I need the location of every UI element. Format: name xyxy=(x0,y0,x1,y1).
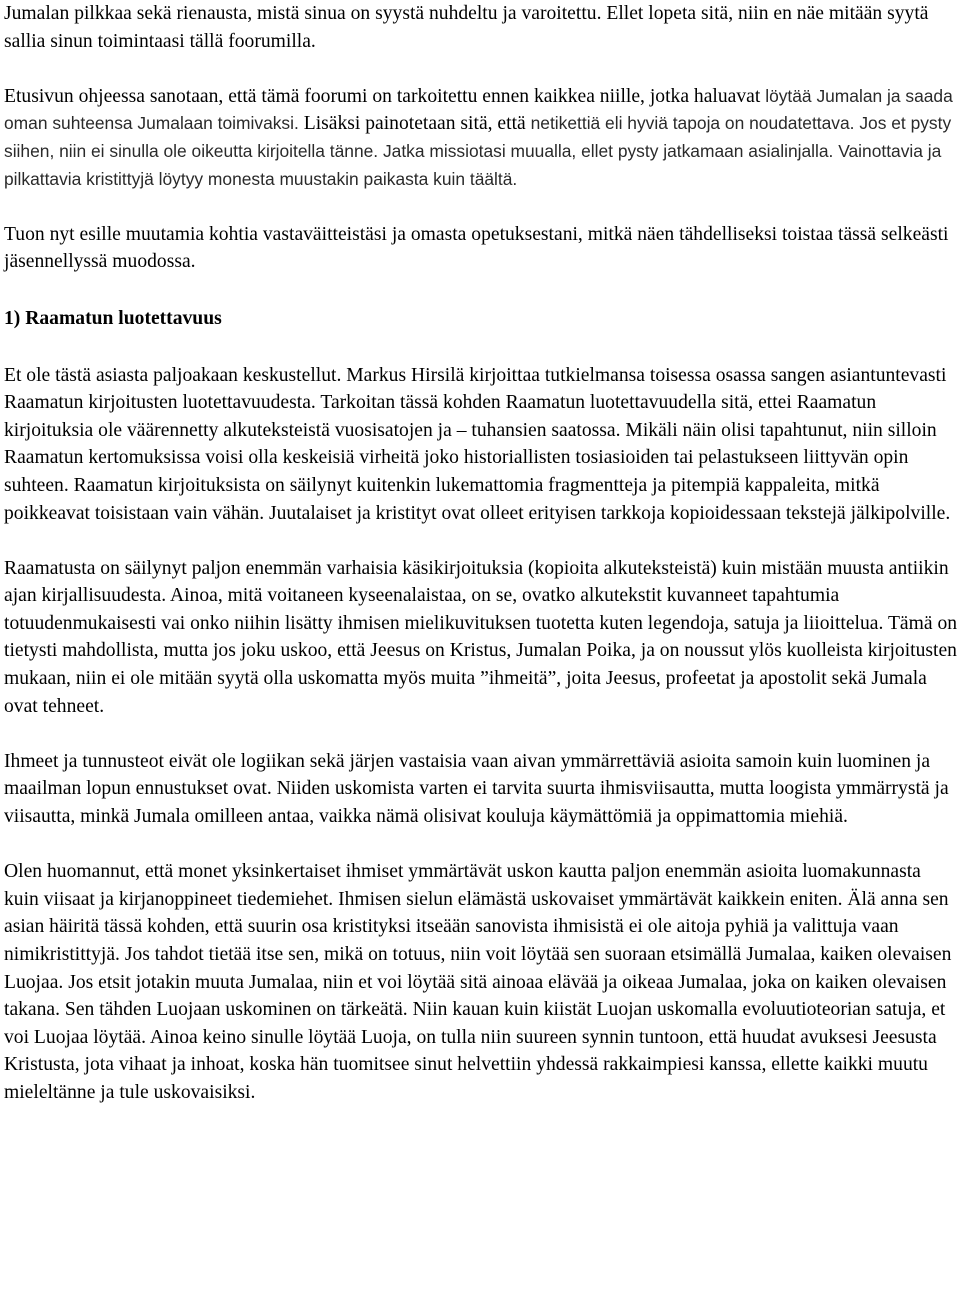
paragraph-introduction xyxy=(4,221,960,276)
paragraph-text: Ihmeet ja tunnusteot eivät ole logiikan sekä järjen vastaisia vaan aivan ymmärrettäviä asioita samoin kuin luominen ja maailman lopun ennustukset ovat. Niiden uskomista varten ei tarvita suurta ihmisviisautta, mutta loogista ymmärrystä ja viisautta, minkä Jumala omilleen antaa, vaikka nämä olisivat kouluja käymättömiä ja oppimattomia miehiä. xyxy=(4,750,949,828)
paragraph-faith xyxy=(4,858,960,1106)
paragraph-text: Etusivun ohjeessa sanotaan, että tämä foorumi on tarkoitettu ennen kaikkea niille, jotka haluavat xyxy=(4,85,766,107)
paragraph-text: Olen huomannut, että monet yksinkertaiset ihmiset ymmärtävät uskon kautta paljon enemmän asioita luomakunnasta kuin viisaat ja kirjanoppineet tiedemiehet. Ihmisen sielun elämästä uskovaiset ymmärtävät kaikkein eniten. Älä anna sen asian häiritä tässä kohden, että suurin osa kristityksi itseään sanovista ihmisistä ei ole aitoja pyhiä ja valittuja vaan nimikristittyjä. Jos tahdot tietää itse sen, mikä on totuus, niin voit löytää sen suoraan etsimällä Jumalaa, kaiken olevaisen Luojaa. Jos etsit jotakin muuta Jumalaa, niin et voi löytää sitä ainoaa elävää ja oikeaa Jumalaa, joka on kaiken olevaisen takana. Sen tähden Luojaan uskominen on tärkeätä. Niin kauan kuin kiistät Luojan uskomalla evoluutioteorian satuja, et voi Luojaa löytää. Ainoa keino sinulle löytää Luoja, on tulla niin suureen synnin tuntoon, että huudat avuksesi Jeesusta Kristusta, jota vihaat ja inhoat, koska hän tuomitsee sinut helvettiin yhdessä rakkaimpiesi kanssa, ellette kaikki muutu mieleltänne ja tule uskovaisiksi. xyxy=(4,861,952,1103)
paragraph-text: Lisäksi painotetaan sitä, että xyxy=(298,113,531,135)
paragraph-manuscripts xyxy=(4,555,960,721)
paragraph-text: Tuon nyt esille muutamia kohtia vastaväitteistäsi ja omasta opetuksestani, mitkä näen tähdelliseksi toistaa tässä selkeästi jäsennellyssä muodossa. xyxy=(4,223,949,273)
paragraph-bible-reliability xyxy=(4,362,960,528)
section-heading: 1) Raamatun luotettavuus xyxy=(4,307,222,329)
paragraph-text: Et ole tästä asiasta paljoakaan keskustellut. Markus Hirsilä kirjoittaa tutkielmansa toisessa osassa sangen asiantuntevasti Raamatun kirjoitusten luotettavuudesta. Tarkoitan tässä kohden Raamatun luotettavuudella sitä, ettei Raamatun kirjoituksia ole väärennetty alkuteksteistä vuosisatojen ja – tuhansien saatossa. Mikäli näin olisi tapahtunut, niin silloin Raamatun kertomuksissa voisi olla keskeisiä virheitä joko historiallisten tosiasioiden tai pelastukseen liittyvän opin suhteen. Raamatun kirjoituksista on säilynyt kuitenkin lukemattomia fragmentteja ja pitempiä kappaleita, mitkä poikkeavat toisistaan vain vähän. Juutalaiset ja kristityt ovat olleet erityisen tarkkoja kopioidessaan tekstejä jälkipolville. xyxy=(4,364,951,524)
quoted-guideline-text: löytää Jumalan ja saada oman suhteensa Jumalaan toimivaksi. xyxy=(4,85,953,134)
paragraph-forum-guidelines xyxy=(4,83,960,193)
paragraph-warning xyxy=(4,0,960,55)
document-page xyxy=(4,0,960,1134)
paragraph-text: Jumalan pilkkaa sekä rienausta, mistä sinua on syystä nuhdeltu ja varoitettu. Ellet lopeta sitä, niin en näe mitään syytä sallia sinun toimintaasi tällä foorumilla. xyxy=(4,3,929,52)
paragraph-text: Raamatusta on säilynyt paljon enemmän varhaisia käsikirjoituksia (kopioita alkuteksteistä) kuin mistään muusta antiikin ajan kirjallisuudesta. Ainoa, mitä voitaneen kyseenalaistaa, on se, ovatko alkutekstit kuvanneet tapahtumia totuudenmukaisesti vai onko niihin lisätty ihmisen mielikuvituksen tuotetta kuten legendoja, satuja ja liioittelua. Tämä on tietysti mahdollista, mutta jos joku uskoo, että Jeesus on Kristus, Jumalan Poika, ja on noussut ylös kuolleista kirjoitusten mukaan, niin ei ole mitään syytä olla uskomatta myös muita ”ihmeitä”, joita Jeesus, profeetat ja apostolit sekä Jumala ovat tehneet. xyxy=(4,557,958,717)
quoted-guideline-text: netikettiä eli hyviä tapoja on noudatettava. Jos et pysty siihen, niin ei sinulla ole oikeutta kirjoitella tänne. Jatka missiotasi muualla, ellet pysty jatkamaan asialinjalla. Vainottavia ja pilkattavia kristittyjä löytyy monesta muustakin paikasta kuin täältä. xyxy=(4,113,952,189)
paragraph-miracles xyxy=(4,748,960,831)
